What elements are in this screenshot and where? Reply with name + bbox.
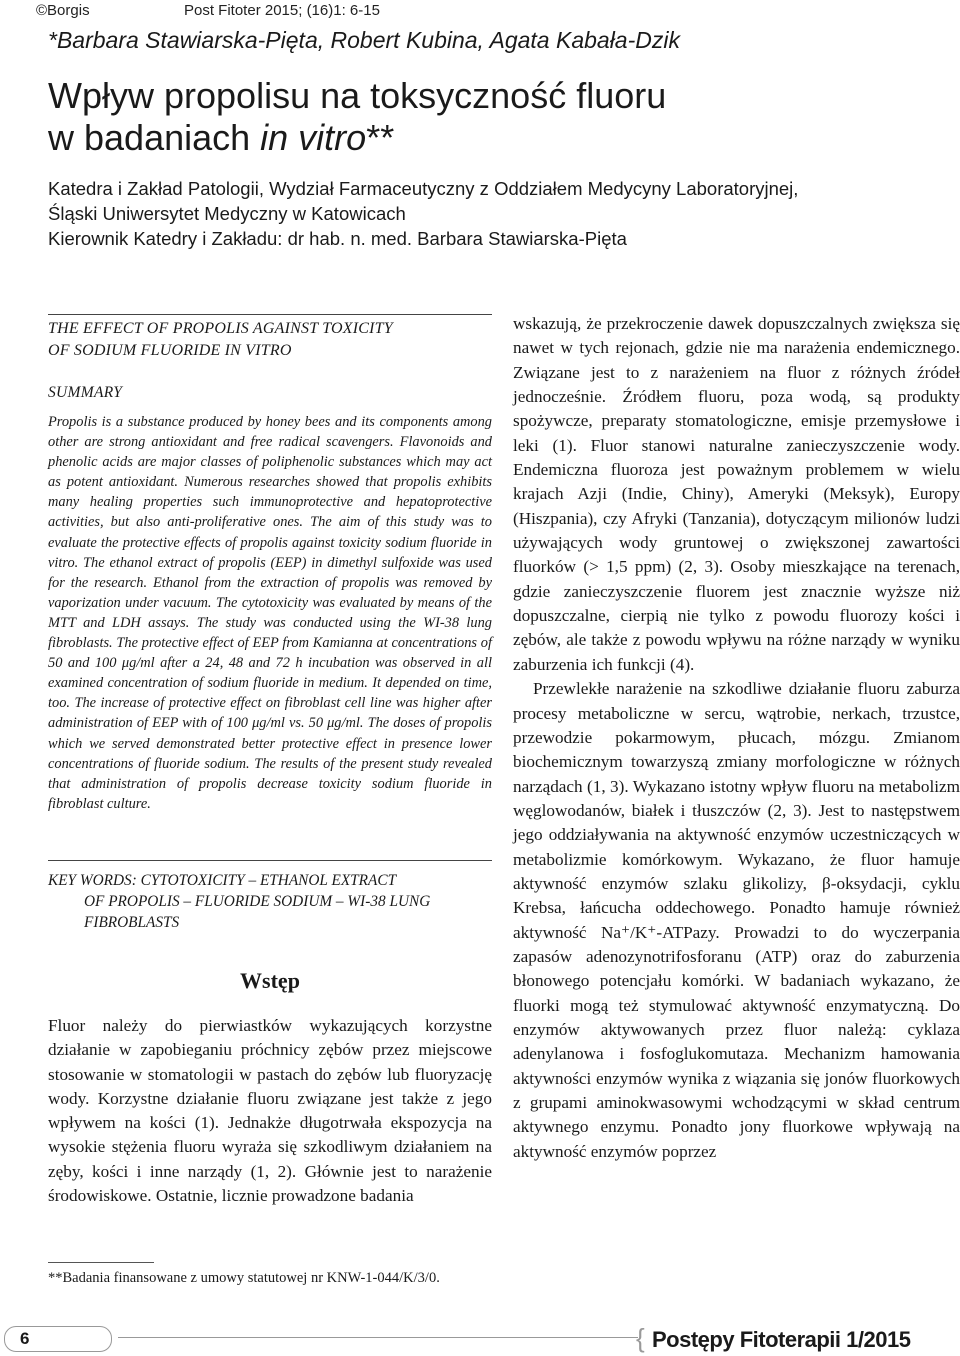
keywords-line-3: FIBROBLASTS: [84, 914, 180, 931]
title-line-2-suffix: **: [366, 117, 395, 158]
keywords-line-2: OF PROPOLIS – FLUORIDE SODIUM – WI-38 LUNG: [84, 893, 431, 910]
english-title-line-2: OF SODIUM FLUORIDE IN VITRO: [48, 342, 292, 359]
keywords-top-rule: [48, 860, 492, 861]
citation: Post Fitoter 2015; (16)1: 6-15: [184, 2, 380, 19]
right-column: [513, 312, 960, 1164]
intro-heading: Wstęp: [240, 968, 300, 993]
keywords-line-1: KEY WORDS: CYTOTOXICITY – ETHANOL EXTRACT: [48, 872, 397, 889]
journal-name: Postępy Fitoterapii 1/2015: [652, 1327, 911, 1352]
authors: *Barbara Stawiarska-Pięta, Robert Kubina, Agata Kabała-Dzik: [48, 27, 680, 53]
intro-paragraph: Fluor należy do pierwiastków wykazujących korzystne działanie w zapobieganiu próchnicy zębów przez miejscowe stosowanie w stomatologii w pastach do zębów lub fluoryzację wody. Korzystne działanie fluoru związane jest także z jego wpływem na kości (1). Jednakże długotrwała ekspozycja na wysokie stężenia fluoru wyraża się szkodliwym działaniem na zęby, kości i inne narządy (1, 2). Głównie jest to narażenie środowiskowe. Ostatnie, licznie prowadzone badania: [48, 1016, 492, 1206]
footnote-rule: [48, 1262, 154, 1263]
page-number: 6: [20, 1329, 30, 1348]
abstract: [48, 318, 492, 814]
right-paragraph-2: Przewlekłe narażenie na szkodliwe działanie fluoru zaburza procesy metaboliczne w sercu, wątrobie, nerkach, trzustce, przewodzie pokarmowym, płucach, mózgu. Zmianom biochemicznym towarzyszą zmiany morfologiczne w różnych narządach (1, 3). Wykazano istotny wpływ fluoru na metabolizm węglowodanów, białek i tłuszczów (2, 3). Jest to następstwem jego oddziaływania na aktywność enzymów uczestniczących w metabolizmie komórkowym. Wykazano, że fluor hamuje aktywność enzymów szlaku glikolizy, β-oksydacji, cyklu Krebsa, łańcucha oddechowego. Ponadto hamuje również aktywność Na⁺/K⁺-ATPazy. Prowadzi to do wyczerpania zapasów adenozynotrifosforanu (ATP) oraz do zaburzenia błonowego potencjału komórki. W badaniach wykazano, że fluorki mogą też stymulować aktywność enzymatyczną. Do enzymów aktywowanych przez fluor należą: cyklaza adenylanowa i fosfoglukomutaza. Mechanizm hamowania aktywności enzymów wynika z wiązania się jonów fluorkowych z grupami aminokwasowymi wchodzącymi w skład centrum aktywnego enzymu. Ponadto jony fluorkowe wpływają na aktywność enzymów poprzez: [513, 679, 960, 1161]
affiliation-line-3: Kierownik Katedry i Zakładu: dr hab. n. med. Barbara Stawiarska-Pięta: [48, 228, 627, 249]
footer-line: [118, 1337, 638, 1338]
title-line-2-plain: w badaniach: [48, 117, 261, 158]
title-line-2-italic: in vitro: [260, 117, 367, 158]
affiliation-line-2: Śląski Uniwersytet Medyczny w Katowicach: [48, 203, 406, 224]
summary-text: Propolis is a substance produced by honey bees and its components among other are strong antioxidant and free radical scavengers. Flavonoids and phenolic acids are major classes of poliphenolic substances which may act as potent antioxidant. Numerous researches showed that propolis exhibits many healing properties such immunoprotective and hepatoprotective activities, but also anti-proliferative ones. The aim of this study was to evaluate the protective effects of propolis against toxicity sodium fluoride in vitro. The ethanol extract of propolis (EEP) in dimethyl sulfoxide was used for the research. Ethanol from the extraction of propolis was removed by vaporization under vacuum. The cytotoxicity was evaluated by means of the MTT and LDH assays. The study was conducted using the WI-38 lung fibroblasts. The protective effect of EEP from Kamianna at concentrations of 50 and 100 μg/ml after a 24, 48 and 72 h incubation was observed in all examined concentration of sodium fluoride in medium. It depended on time, too. The increase of protective effect on fibroblast cell line was higher after administration of EEP with of 100 μg/ml vs. 50 μg/ml. The doses of propolis which we served demonstrated better protective effect in presence lower concentrations of fluoride sodium. The results of the present study revealed that administration of propolis decrease toxicity sodium fluoride in fibroblast culture.: [48, 414, 492, 812]
abstract-top-rule: [48, 314, 492, 315]
footer-brace-icon: {: [636, 1323, 645, 1353]
title-line-1: Wpływ propolisu na toksyczność fluoru: [48, 75, 667, 116]
right-paragraph-1: wskazują, że przekroczenie dawek dopuszczalnych zwiększa się nawet w tych rejonach, gdzie nie ma narażenia endemicznego. Związane jest to z narażeniem na fluor z różnych źródeł jednocześnie. Źródłem fluoru, poza wodą, są produkty spożywcze, preparaty stomatologiczne, emisje przemysłowe i leki (1). Fluor stanowi naturalne zanieczyszczenie wody. Endemiczna fluoroza jest poważnym problemem w wielu krajach Azji (Indie, Chiny), Ameryki (Meksyk), Europy (Hiszpania), czy Afryki (Tanzania), dotyczącym milionów ludzi używających wody gruntowej o zwiększonej zawartości fluorków (> 1,5 ppm) (2, 3). Osoby mieszkające na terenach, gdzie zanieczyszczenie fluorem jest znacznie wyższe niż dopuszczalne, cierpią nie tylko z powodu fluorozy kości i zębów, ale także z powodu wpływu na różne narządy w wyniku zaburzenia ich funkcji (4).: [513, 314, 960, 674]
footnote: **Badania finansowane z umowy statutowej nr KNW-1-044/K/3/0.: [48, 1270, 440, 1286]
keywords: [48, 870, 492, 933]
summary-label: SUMMARY: [48, 384, 123, 401]
article-title: [48, 75, 908, 159]
affiliation-line-1: Katedra i Zakład Patologii, Wydział Farmaceutyczny z Oddziałem Medycyny Laboratoryjnej,: [48, 178, 799, 199]
publisher: ©Borgis: [36, 2, 90, 19]
title-line-2: [48, 117, 908, 159]
affiliation: [48, 176, 928, 251]
english-title-line-1: THE EFFECT OF PROPOLIS AGAINST TOXICITY: [48, 320, 393, 337]
